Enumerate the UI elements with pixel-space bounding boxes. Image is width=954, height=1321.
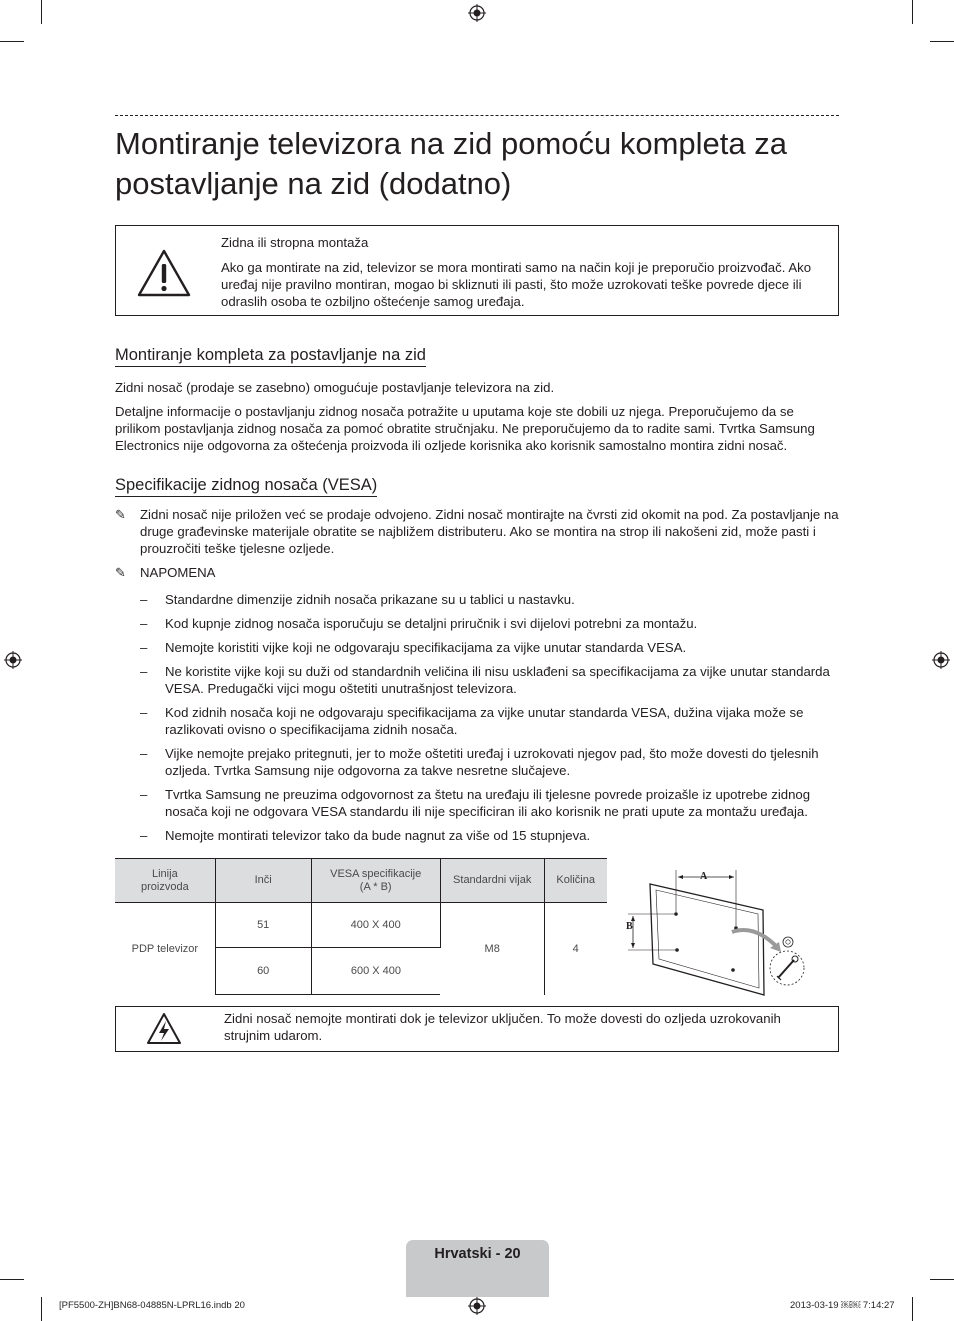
shock-warning-box [115, 1006, 839, 1052]
paragraph: Zidni nosač (prodaje se zasebno) omogućuje postavljanje televizora na zid. [115, 380, 555, 395]
table-cell-qty: 4 [544, 903, 607, 995]
list-item: Ne koristite vijke koji su duži od standardnih veličina ili nisu usklađeni sa specifikacijama za vijke unutar standarda VESA. Predugački vijci mogu oštetiti unutrašnjost televizora. [165, 664, 830, 696]
bullet-dash: – [140, 705, 148, 720]
vesa-spec-table [115, 858, 607, 995]
bullet-dash: – [140, 640, 148, 655]
crop-mark [930, 1279, 954, 1280]
list-item: Nemojte montirati televizor tako da bude nagnut za više od 15 stupnjeva. [165, 828, 591, 843]
page-number: Hrvatski - 20 [434, 1246, 521, 1262]
table-header-vesa: VESA specifikacije (A * B) [311, 859, 440, 903]
table-cell-vesa: 400 X 400 [311, 903, 440, 948]
warning-heading: Zidna ili stropna montaža [221, 235, 369, 250]
crop-mark [0, 41, 24, 42]
warning-triangle-icon [136, 248, 192, 298]
bullet-dash: – [140, 828, 148, 843]
crop-mark [930, 41, 954, 42]
warning-box [115, 225, 839, 316]
electric-shock-icon [146, 1012, 182, 1046]
table-header-inch: Inči [215, 859, 311, 903]
bullet-dash: – [140, 664, 148, 679]
list-item: Kod kupnje zidnog nosača isporučuju se detaljni priručnik i svi dijelovi potrebni za montažu. [165, 616, 698, 631]
note-text: Zidni nosač nije priložen već se prodaje odvojeno. Zidni nosač montirajte na čvrsti zid okomit na pod. Za postavljanje na druge građevinske materijale obratite se najbližem distributeru. Ako se montira na strop ili nakošeni zid, može pasti i prouzročiti teške tjelesne ozljede. [140, 507, 839, 556]
registration-mark-icon [932, 651, 950, 669]
crop-mark [41, 0, 42, 24]
screw-hole [731, 968, 735, 972]
crop-mark [912, 0, 913, 24]
shock-warning-text: Zidni nosač nemojte montirati dok je televizor uključen. To može dovesti do ozljeda uzrokovanih strujnim udarom. [224, 1011, 781, 1043]
tv-back-panel [650, 884, 764, 995]
table-cell-product: PDP televizor [115, 903, 215, 995]
bullet-dash: – [140, 787, 148, 802]
screw-icon [783, 937, 793, 947]
bolt-detail-icon [770, 951, 804, 985]
list-item: Tvrtka Samsung ne preuzima odgovornost za štetu na uređaju ili tjelesne povrede proizašle iz upotrebe zidnog nosača koji ne odgovara VESA standardu ili nije specificiran ili ako korisnik ne prati upute za montažu uređaja. [165, 787, 811, 819]
registration-mark-icon [4, 651, 22, 669]
list-item: Nemojte koristiti vijke koji ne odgovaraju specifikacijama za vijke unutar standarda VESA. [165, 640, 687, 655]
screw-hole [675, 948, 679, 952]
table-cell-inch: 51 [215, 903, 311, 948]
list-item: Kod zidnih nosača koji ne odgovaraju specifikacijama za vijke unutar standarda VESA, dužina vijaka može se razlikovati ovisno o specifikacijama zidnih nosača. [165, 705, 804, 737]
note-label: NAPOMENA [140, 565, 216, 580]
table-header-line: Linija proizvoda [115, 859, 215, 903]
warning-text: Ako ga montirate na zid, televizor se mora montirati samo na način koji je preporučio proizvođač. Ako uređaj nije pravilno montiran, mogao bi skliznuti ili pasti, što može uzrokovati teške povrede djece ili odraslih osoba te ozbiljno oštećenje samog uređaja. [221, 260, 812, 309]
registration-mark-icon [468, 4, 486, 22]
print-slug-right: 2013-03-19 ￼￼ 7:14:27 [790, 1300, 895, 1311]
table-cell-inch: 60 [215, 948, 311, 995]
paragraph: Detaljne informacije o postavljanju zidnog nosača potražite u uputama koje ste dobili uz njega. Preporučujemo da se prilikom postavljanja zidnog nosača za pomoć obratite stručnjaku. Ne preporučujemo da to radite sami. Tvrtka Samsung Electronics nije odgovorna za oštećenja proizvoda ili ozljede korisnika ako korisnik samostalno montira zidni nosač. [115, 404, 815, 453]
table-header-screw: Standardni vijak [440, 859, 544, 903]
dimension-label-a: A [700, 871, 708, 882]
list-item: Standardne dimenzije zidnih nosača prikazane su u tablici u nastavku. [165, 592, 575, 607]
crop-mark [912, 1297, 913, 1321]
bullet-dash: – [140, 616, 148, 631]
note-pencil-icon: ✎ [115, 507, 126, 522]
title-rule [115, 115, 839, 116]
section-heading-vesa: Specifikacije zidnog nosača (VESA) [115, 475, 377, 497]
page-title: Montiranje televizora na zid pomoću kompleta za postavljanje na zid (dodatno) [115, 126, 788, 201]
table-cell-vesa: 600 X 400 [311, 948, 440, 995]
wall-mount-diagram [620, 862, 810, 998]
registration-mark-icon [468, 1297, 486, 1315]
section-heading-mounting: Montiranje kompleta za postavljanje na zid [115, 345, 426, 367]
table-header-qty: Količina [544, 859, 607, 903]
print-slug-left: [PF5500-ZH]BN68-04885N-LPRL16.indb 20 [59, 1300, 245, 1311]
list-item: Vijke nemojte prejako pritegnuti, jer to može oštetiti uređaj i uzrokovati njegov pad, što može dovesti do tjelesnih ozljeda. Tvrtka Samsung nije odgovorna za takve nesretne slučajeve. [165, 746, 819, 778]
bullet-dash: – [140, 746, 148, 761]
note-pencil-icon: ✎ [115, 565, 126, 580]
crop-mark [0, 1279, 24, 1280]
dimension-label-b: B [626, 921, 633, 932]
table-row [115, 903, 607, 948]
table-cell-screw: M8 [440, 903, 544, 995]
bullet-dash: – [140, 592, 148, 607]
screw-hole [674, 912, 678, 916]
crop-mark [41, 1297, 42, 1321]
